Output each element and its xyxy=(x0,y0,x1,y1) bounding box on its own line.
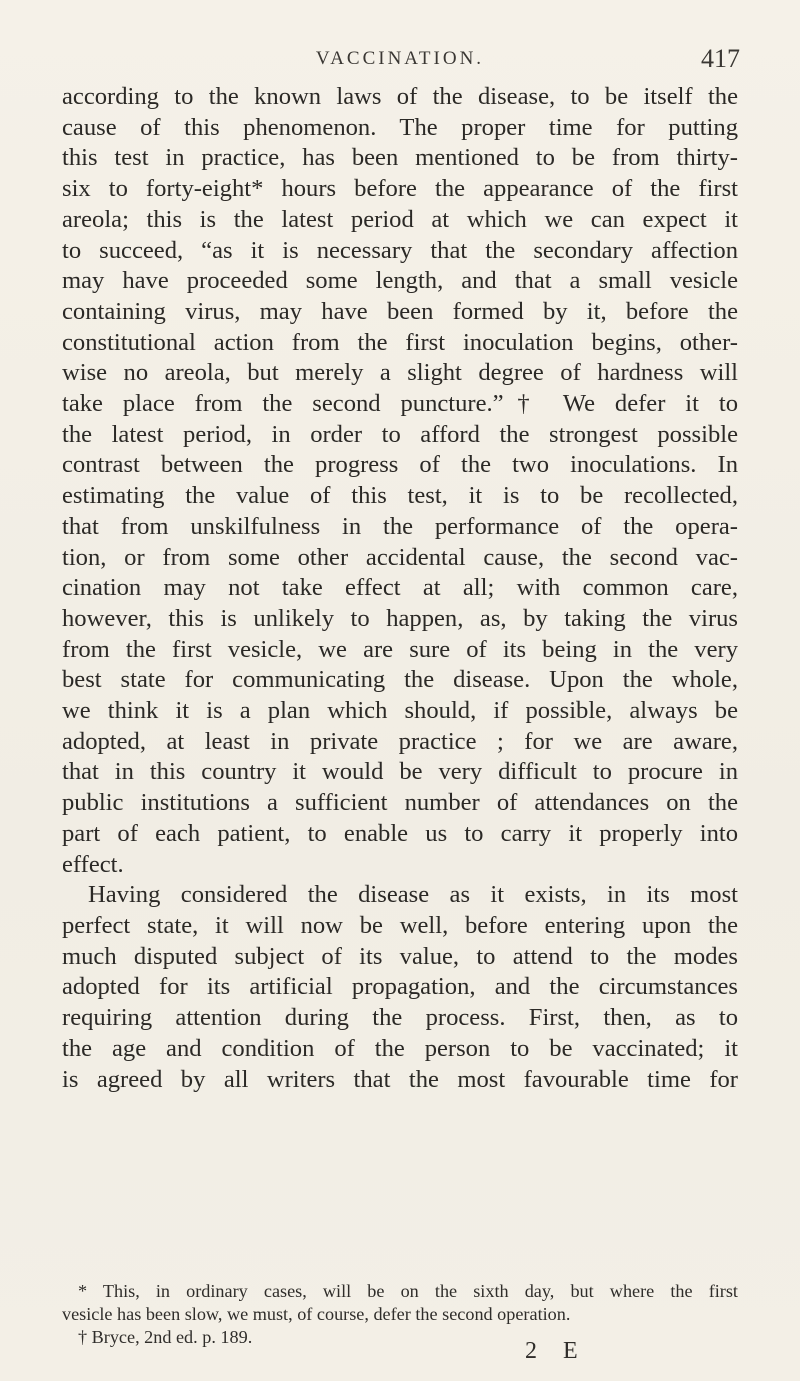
printer-signature-mark: 2 E xyxy=(525,1338,588,1364)
text-line: best state for communicating the disease. Upon the whole, xyxy=(62,666,738,694)
text-line: part of each patient, to enable us to carry it properly into xyxy=(62,819,738,847)
text-line: the age and condition of the person to be vaccinated; it xyxy=(62,1034,738,1062)
text-line: constitutional action from the first inoculation begins, other- xyxy=(62,328,738,356)
text-line: areola; this is the latest period at which we can expect it xyxy=(62,205,738,233)
text-line: the latest period, in order to afford the strongest possible xyxy=(62,420,738,448)
footnote-line: † Bryce, 2nd ed. p. 189. xyxy=(78,1327,253,1347)
text-line: public institutions a sufficient number of attendances on the xyxy=(62,789,738,817)
text-line: adopted for its artificial propagation, and the circumstances xyxy=(62,973,738,1001)
text-line: six to forty-eight* hours before the appearance of the first xyxy=(62,175,738,203)
text-line: may have proceeded some length, and that a small vesicle xyxy=(62,267,738,295)
footnotes xyxy=(62,1280,738,1349)
text-line: cause of this phenomenon. The proper time for putting xyxy=(62,113,738,141)
footnote-line: * This, in ordinary cases, will be on the sixth day, but where the first xyxy=(78,1281,738,1301)
text-line-paragraph-end: effect. xyxy=(62,850,124,878)
text-line: that from unskilfulness in the performance of the opera- xyxy=(62,512,738,540)
text-line: from the first vesicle, we are sure of its being in the very xyxy=(62,635,738,663)
text-line-paragraph-start: Having considered the disease as it exists, in its most xyxy=(88,881,738,909)
running-head: VACCINATION. xyxy=(315,48,485,69)
text-line: tion, or from some other accidental cause, the second vac- xyxy=(62,543,738,571)
text-line: containing virus, may have been formed by it, before the xyxy=(62,297,738,325)
text-line: that in this country it would be very difficult to procure in xyxy=(62,758,738,786)
text-line: requiring attention during the process. First, then, as to xyxy=(62,1004,738,1032)
text-line: to succeed, “as it is necessary that the secondary affection xyxy=(62,236,738,264)
text-line: contrast between the progress of the two inoculations. In xyxy=(62,451,738,479)
text-line: however, this is unlikely to happen, as, by taking the virus xyxy=(62,604,738,632)
text-line: estimating the value of this test, it is to be recollected, xyxy=(62,482,738,510)
text-line: we think it is a plan which should, if possible, always be xyxy=(62,697,738,725)
text-line: much disputed subject of its value, to attend to the modes xyxy=(62,942,738,970)
text-line: according to the known laws of the disease, to be itself the xyxy=(62,83,738,110)
text-line: take place from the second puncture.”† We defer it to xyxy=(62,390,738,418)
text-line: wise no areola, but merely a slight degree of hardness will xyxy=(62,359,738,387)
body-text xyxy=(62,82,738,1095)
text-line: is agreed by all writers that the most favourable time for xyxy=(62,1065,738,1093)
text-line: perfect state, it will now be well, before entering upon the xyxy=(62,911,738,939)
text-line: adopted, at least in private practice ; for we are aware, xyxy=(62,727,738,755)
page-number: 417 xyxy=(701,44,740,73)
footnote-line: vesicle has been slow, we must, of course, defer the second operation. xyxy=(62,1304,571,1324)
text-line: this test in practice, has been mentioned to be from thirty- xyxy=(62,144,738,172)
text-line: cination may not take effect at all; with common care, xyxy=(62,574,738,602)
